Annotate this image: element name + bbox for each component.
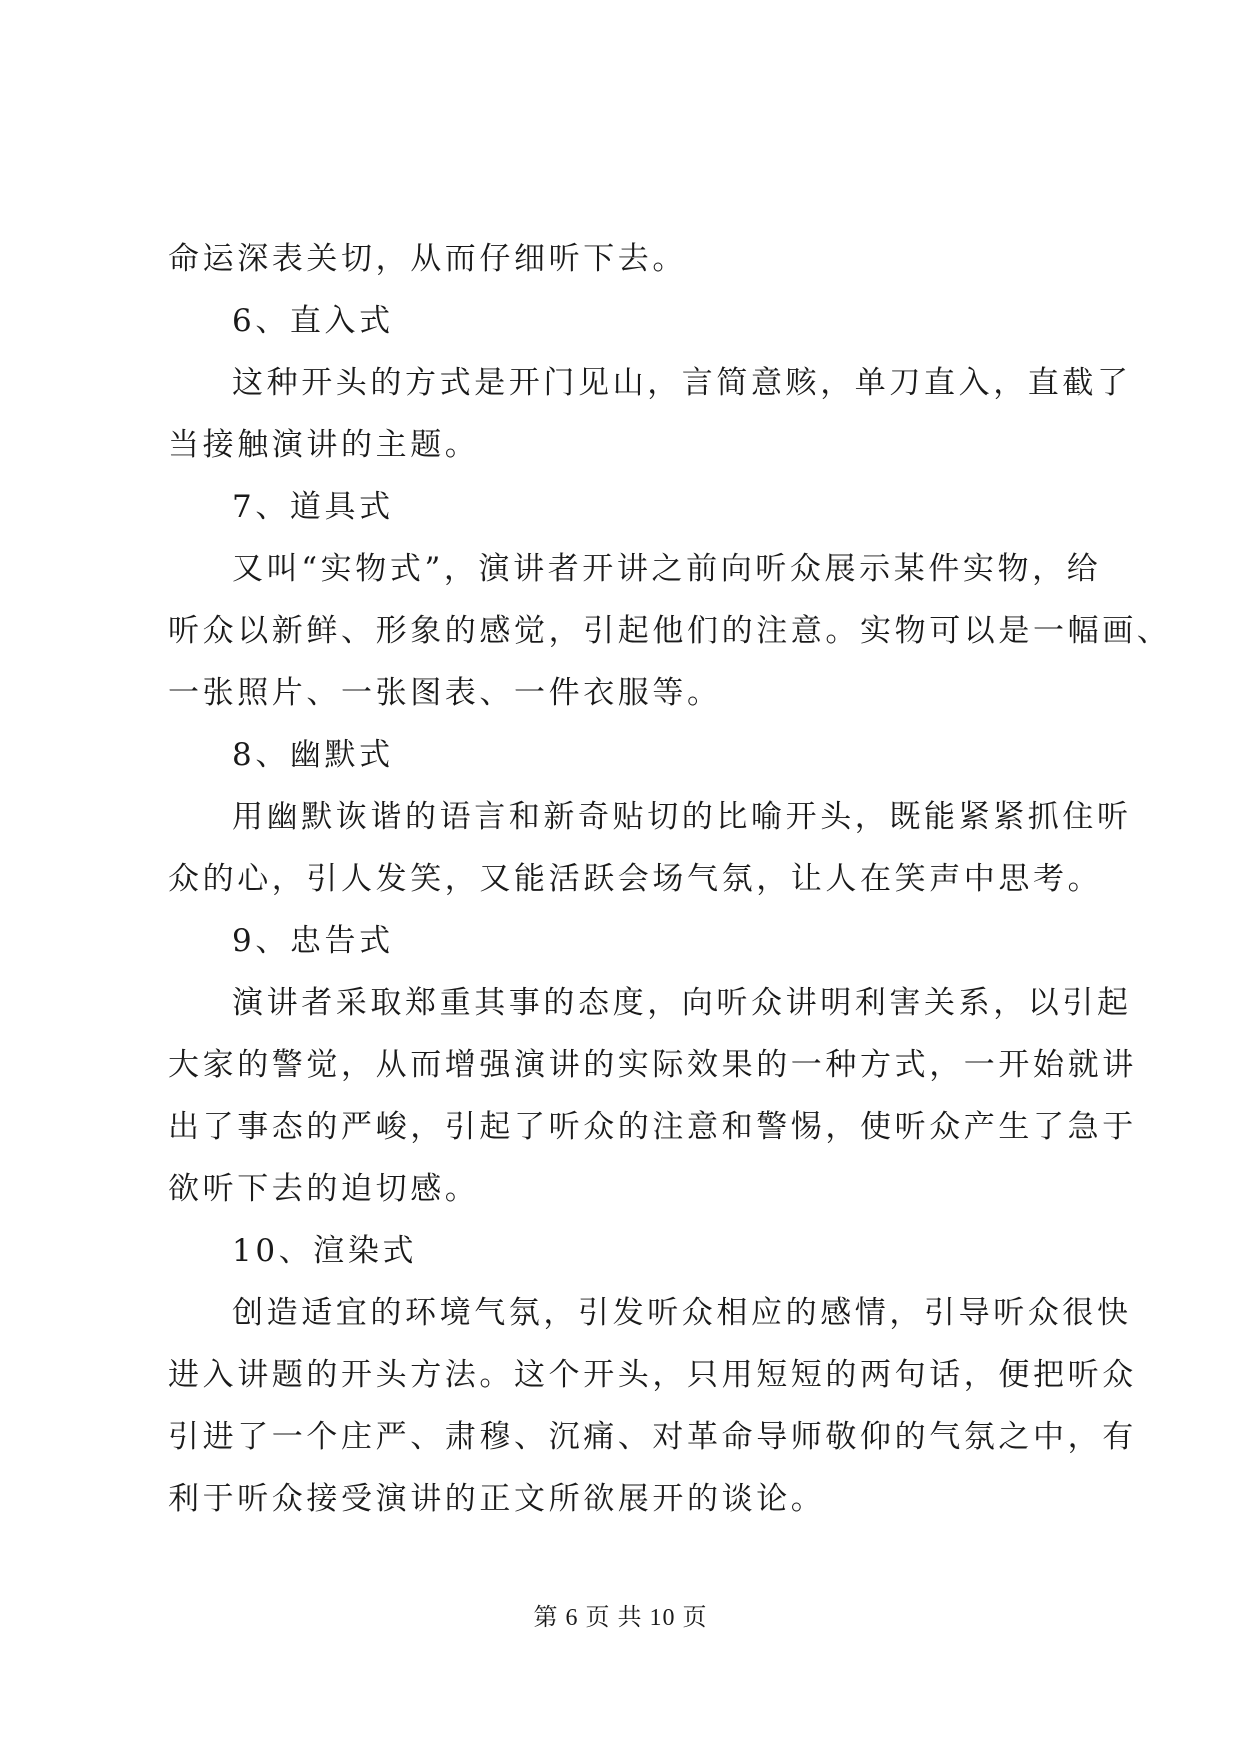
paragraph-line: 引进了一个庄严、肃穆、沉痛、对革命导师敬仰的气氛之中，有 [168, 1419, 1137, 1455]
section-heading: 7、道具式 [232, 489, 394, 525]
section-heading: 6、直入式 [232, 303, 394, 339]
paragraph-line: 用幽默诙谐的语言和新奇贴切的比喻开头，既能紧紧抓住听 [232, 799, 1132, 835]
paragraph-line: 听众以新鲜、形象的感觉，引起他们的注意。实物可以是一幅画、 [168, 613, 1172, 649]
paragraph-line: 大家的警觉，从而增强演讲的实际效果的一种方式，一开始就讲 [168, 1047, 1137, 1083]
paragraph-line: 出了事态的严峻，引起了听众的注意和警惕，使听众产生了急于 [168, 1109, 1137, 1145]
section-heading: 9、忠告式 [232, 923, 394, 959]
section-heading: 10、渲染式 [232, 1233, 418, 1269]
paragraph-line: 众的心，引人发笑，又能活跃会场气氛，让人在笑声中思考。 [168, 861, 1103, 897]
paragraph-line: 欲听下去的迫切感。 [168, 1171, 480, 1207]
paragraph-line: 当接触演讲的主题。 [168, 427, 480, 463]
paragraph-line: 又叫“实物式”，演讲者开讲之前向听众展示某件实物，给 [232, 551, 1102, 587]
paragraph-line: 演讲者采取郑重其事的态度，向听众讲明利害关系，以引起 [232, 985, 1132, 1021]
paragraph-line: 进入讲题的开头方法。这个开头，只用短短的两句话，便把听众 [168, 1357, 1137, 1393]
paragraph-line: 创造适宜的环境气氛，引发听众相应的感情，引导听众很快 [232, 1295, 1132, 1331]
paragraph-line: 利于听众接受演讲的正文所欲展开的谈论。 [168, 1481, 826, 1517]
paragraph-line: 一张照片、一张图表、一件衣服等。 [168, 675, 722, 711]
document-body [168, 228, 1172, 1530]
section-heading: 8、幽默式 [232, 737, 394, 773]
paragraph-line: 这种开头的方式是开门见山，言简意赅，单刀直入，直截了 [232, 365, 1132, 401]
page-number-footer: 第 6 页 共 10 页 [533, 1605, 708, 1631]
paragraph-line: 命运深表关切，从而仔细听下去。 [168, 241, 687, 277]
